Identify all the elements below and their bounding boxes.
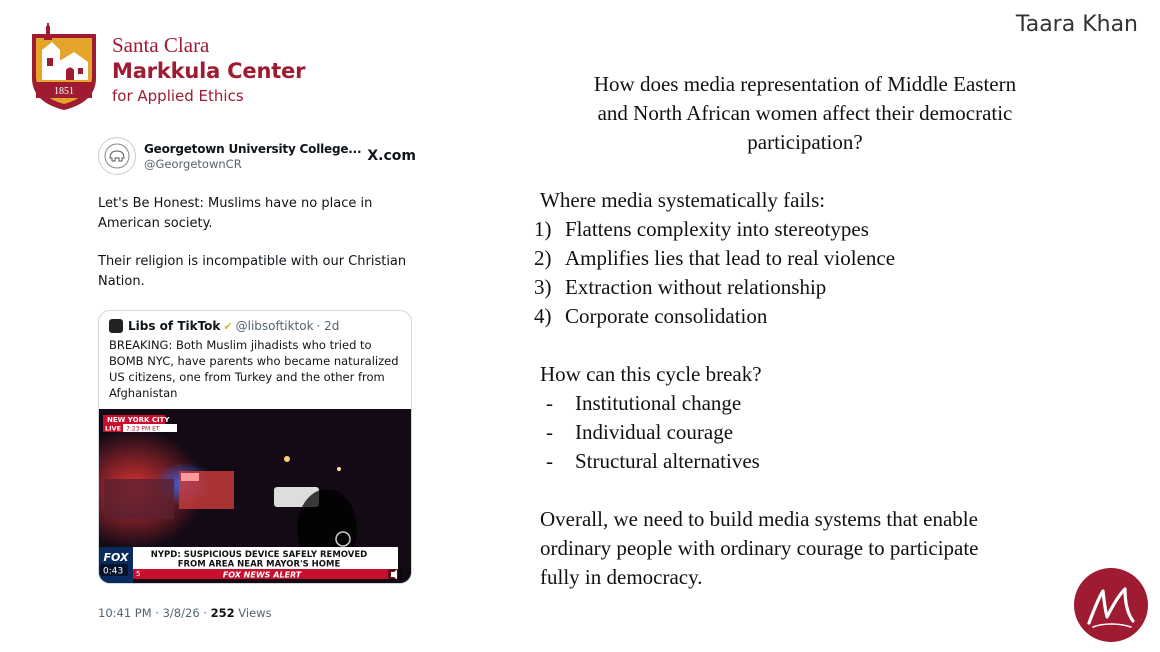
quoted-age: · 2d	[316, 319, 340, 333]
tweet-card	[98, 134, 418, 620]
tweet-metadata	[98, 606, 418, 620]
logo-year: 1851	[54, 86, 74, 97]
logo-line-3: for Applied Ethics	[112, 87, 244, 105]
list-item-text: Flattens complexity into stereotypes	[565, 217, 869, 241]
video-location-tag: NEW YORK CITY	[107, 416, 170, 424]
list-marker: 1)	[534, 217, 552, 241]
fails-heading: Where media systematically fails:	[540, 188, 826, 212]
question-line: participation?	[747, 130, 863, 154]
list-item	[534, 302, 1070, 331]
break-list	[540, 389, 1070, 476]
list-item	[540, 389, 1070, 418]
verified-badge-icon: ✔	[223, 319, 233, 333]
list-item	[534, 244, 1070, 273]
video-headline-line-1: NYPD: SUSPICIOUS DEVICE SAFELY REMOVED	[150, 550, 368, 560]
tweet-paragraph: Let's Be Honest: Muslims have no place in American society.	[98, 196, 373, 231]
summary-line: fully in democracy.	[540, 565, 703, 589]
list-marker: -	[546, 420, 553, 444]
quoted-author-handle: @libsoftiktok	[235, 319, 314, 333]
tweet-author-handle[interactable]: @GeorgetownCR	[144, 156, 242, 171]
elephant-icon	[104, 143, 130, 169]
list-marker: -	[546, 391, 553, 415]
list-item	[534, 215, 1070, 244]
logo-line-1: Santa Clara	[112, 33, 210, 57]
list-item-text: Individual courage	[575, 420, 734, 444]
summary-line: Overall, we need to build media systems that enable	[540, 507, 978, 531]
slide-content	[534, 70, 1070, 592]
tweet-views-label: Views	[234, 606, 272, 620]
tweet-avatar[interactable]	[98, 137, 136, 175]
summary-text	[540, 505, 1070, 592]
video-live-tag: LIVE	[105, 424, 122, 433]
video-ticker: FOX NEWS ALERT	[222, 570, 302, 580]
mute-icon[interactable]	[388, 569, 402, 580]
video-headline-line-2: FROM AREA NEAR MAYOR'S HOME	[177, 559, 341, 570]
list-marker: 4)	[534, 304, 552, 328]
list-marker: 3)	[534, 275, 552, 299]
question-line: and North African women affect their democratic	[597, 101, 1013, 125]
quoted-tweet[interactable]	[98, 310, 412, 584]
quoted-avatar	[109, 319, 123, 333]
list-item-text: Corporate consolidation	[565, 304, 768, 328]
research-question	[540, 70, 1070, 157]
tweet-view-count: 252	[210, 606, 235, 620]
list-item	[540, 418, 1070, 447]
break-heading: How can this cycle break?	[540, 362, 762, 386]
x-com-label: X.com	[367, 148, 416, 164]
m-monogram-icon	[1073, 567, 1149, 643]
markkula-center-logo	[30, 22, 305, 112]
list-item	[534, 273, 1070, 302]
list-item-text: Institutional change	[575, 391, 742, 415]
video-frame	[99, 409, 411, 583]
mission-shield-icon	[30, 22, 98, 112]
question-line: How does media representation of Middle Eastern	[593, 72, 1017, 96]
markkula-m-logo	[1073, 567, 1149, 648]
list-item	[540, 447, 1070, 476]
fox-logo: FOX	[103, 551, 129, 564]
list-item-text: Structural alternatives	[575, 449, 760, 473]
slide-author: Taara Khan	[1015, 12, 1138, 37]
list-marker: -	[546, 449, 553, 473]
video-timestamp: 0:43	[103, 566, 124, 577]
quoted-author-name[interactable]: Libs of TikTok	[128, 319, 221, 333]
tweet-text	[98, 194, 418, 292]
video-ticker-suffix: 5	[136, 570, 141, 578]
tweet-paragraph: Their religion is incompatible with our Christian Nation.	[98, 254, 407, 289]
summary-line: ordinary people with ordinary courage to participate	[540, 536, 979, 560]
tweet-author-name[interactable]: Georgetown University College...	[144, 141, 362, 156]
list-item-text: Amplifies lies that lead to real violence	[565, 246, 896, 270]
fails-list	[534, 215, 1070, 331]
list-marker: 2)	[534, 246, 552, 270]
quoted-text: BREAKING: Both Muslim jihadists who tried to BOMB NYC, have parents who became naturalized US citizens, one from Turkey and the other from Afghanistan	[109, 338, 399, 400]
tweet-timestamp[interactable]: 10:41 PM · 3/8/26 ·	[98, 606, 211, 620]
logo-line-2: Markkula Center	[112, 59, 306, 83]
tweet-header	[98, 134, 418, 178]
list-item-text: Extraction without relationship	[565, 275, 827, 299]
news-video[interactable]	[99, 409, 411, 583]
video-live-time: 7:23 PM ET	[126, 425, 160, 433]
